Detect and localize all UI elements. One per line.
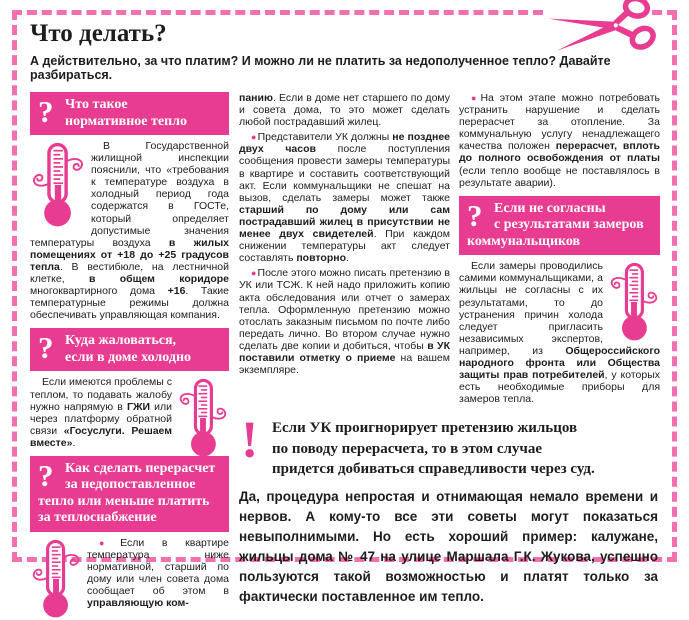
page-title: Что делать? xyxy=(30,20,167,47)
warning-text: Если УК проигнорирует претензию жильцов по поводу перерасчета, то в этом случае придется добиваться справедливости через суд. xyxy=(272,420,595,478)
thermometer-icon xyxy=(177,378,229,458)
bullet-icon: ● xyxy=(99,537,120,548)
body-paragraph: В Государственной жилищной инспекции пояснили, что «требования к температуре воздуха в холодный период года содержатся в ГОСТе, который определяет допустимые значения температуры воздуха в жилых помещениях от +18 до +25 градусов тепла. В вестибюле, на лестничной клетке, в общем коридоре многоквартирного дома +16. Такие температурные режимы должна обеспечивать управляющая компания. xyxy=(30,140,229,322)
section-header-recalculation xyxy=(30,456,229,532)
body-paragraph: ●На этом этапе можно потребовать устранить нарушение и сделать перерасчет за отопление. За коммунальную услугу ненадлежащего качества положен перерасчет, вплоть до полного освобождения от платы (если тепло вообще не поставлялось в результате аварии). xyxy=(459,92,661,189)
column-middle xyxy=(239,92,450,408)
section-header-label: Как сделать перерасчет за недопоставленное тепло или меньше платить за теплоснабжение xyxy=(38,460,216,526)
section-header-label: Куда жаловаться, если в доме холодно xyxy=(65,333,192,365)
body-paragraph: ●Представители УК должны не позднее двух часов после поступления сообщения провести замеры температуры в квартире и составить соответствующий акт. Если коммунальщики не спешат на вызов, сделать замеры может также старший по дому или сам пострадавший жилец в присутствии не менее двух свидетелей. При каждом снижении температуры акт следует составлять повторно. xyxy=(239,131,451,265)
body-paragraph: ●После этого можно писать претензию в УК или ТСЖ. К ней надо приложить копию акта обследования или отчет о замерах тепла. Оформленную претензию можно отослать заказным письмом по почте либо передать лично. Во втором случае нужно сделать две копии и добиться, чтобы в УК поставили отметку о приеме на вашем экземпляре. xyxy=(239,267,451,377)
question-mark-icon: ? xyxy=(38,94,54,129)
question-mark-icon: ? xyxy=(38,457,54,493)
bullet-icon: ● xyxy=(471,93,480,103)
thermometer-icon xyxy=(608,262,660,342)
article xyxy=(30,20,660,620)
article-columns xyxy=(30,92,660,620)
body-paragraph: панию. Если в доме нет старшего по дому и совета дома, то это может сделать любой пострадавший жилец. xyxy=(239,92,450,129)
scissors-icon xyxy=(545,0,663,56)
thermometer-icon xyxy=(30,142,86,228)
body-paragraph: Если имеются проблемы с теплом, то подавать жалобу нужно напрямую в ГЖИ или через платформу обратной связи «Госуслуги. Решаем вместе». xyxy=(30,376,229,449)
footer-note: Да, процедура непростая и отнимающая немало времени и нервов. А кому-то все эти советы могут показаться невыполнимыми. Но есть хороший пример: калужане, жильцы дома № 47 на улице Маршала Г.К. Жукова, успешно пользуются такой возможностью и платят только за фактически поставленное им тепло. xyxy=(239,488,658,604)
body-paragraph: Если замеры проводились самими коммунальщиками, а жильцы не согласны с их результатами, то до устранения причин холода следует пригласить независимых экспертов, например, из Общероссийского народного фронта или Общества защиты прав потребителей, у которых есть необходимые приборы для замеров тепла. xyxy=(459,260,660,406)
column-left xyxy=(30,92,229,620)
column-right-area xyxy=(239,92,660,620)
section-header-where-to-complain xyxy=(30,328,229,371)
exclamation-mark-icon: ! xyxy=(241,412,259,470)
column-right xyxy=(459,92,660,408)
section-header-disagree-with-measurements xyxy=(459,196,660,256)
bullet-icon: ● xyxy=(251,132,257,143)
question-mark-icon: ? xyxy=(38,330,54,366)
section-header-label: Если не согласны с результатами замеров коммунальщиков xyxy=(467,200,644,249)
bullet-icon: ● xyxy=(251,268,257,279)
question-mark-icon: ? xyxy=(467,197,483,233)
article-subtitle: А действительно, за что платим? И можно ли не платить за недополученное тепло? Давайте разбираться. xyxy=(30,54,611,82)
two-column-text xyxy=(239,92,660,408)
body-paragraph: ●Если в квартире температура ниже нормативной, старший по дому или член совета дома сообщает об этом в управляющую ком- xyxy=(30,537,229,610)
section-header-label: Что такое нормативное тепло xyxy=(65,97,188,129)
thermometer-icon xyxy=(30,539,82,619)
warning-block xyxy=(241,412,658,480)
section-header-normative-heat xyxy=(30,92,229,135)
